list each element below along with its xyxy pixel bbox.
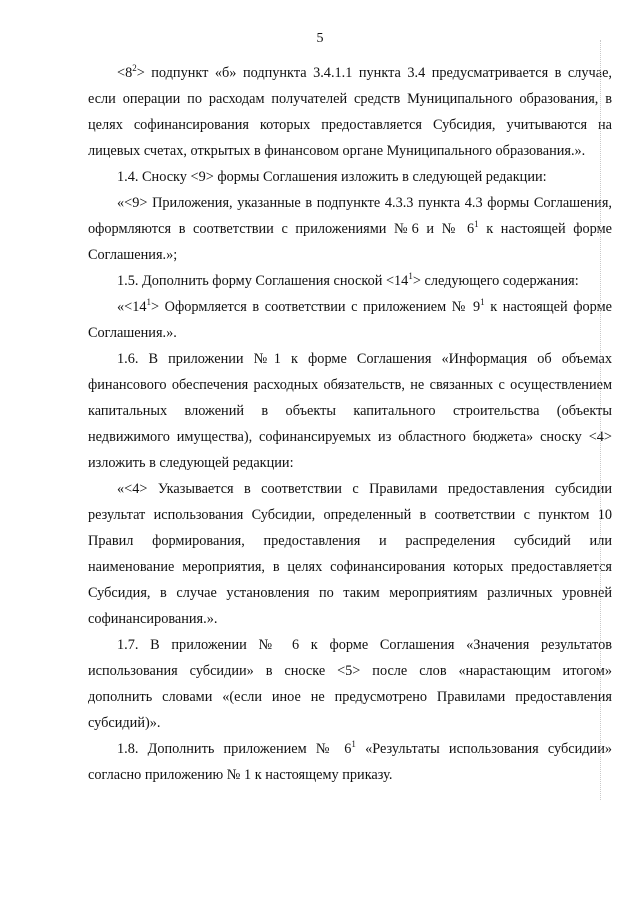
text-line: наименование мероприятия, в целях софинансирования которых предоставляется: [88, 559, 612, 575]
text-line: использования субсидии» в сноске <5> после слов «нарастающим итогом»: [88, 663, 612, 679]
text-line: 1.7. В приложении № 6 к форме Соглашения «Значения результатов: [117, 637, 612, 653]
text-line: $<8^2>$ подпункт «б» подпункта 3.4.1.1 пункта 3.4 предусматривается в случае,: [117, 63, 612, 81]
text-line: Правил формирования, предоставления и распределения субсидий или: [88, 533, 612, 549]
text-line: согласно приложению № 1 к настоящему приказу.: [88, 767, 393, 783]
text-line: софинансирования.».: [88, 611, 218, 627]
text-line: Субсидия, в случае установления по таким мероприятиям различных уровней: [88, 585, 612, 601]
text-line: недвижимого имущества), софинансируемых из областного бюджета» сноску <4>: [88, 429, 612, 445]
text-line: «$<14^1>$ Оформляется в соответствии с приложением № $9^1$ к настоящей форме: [117, 297, 613, 315]
text-line: оформляются в соответствии с приложениями №6 и № $6^1$ к настоящей форме: [88, 219, 613, 237]
text-line: если операции по расходам получателей средств Муниципального образования, в: [88, 91, 612, 107]
superscript: 1: [408, 271, 413, 281]
text-line: финансового обеспечения расходных обязательств, не связанных с осуществлением: [88, 377, 612, 393]
text-line: капитальных вложений в объекты капитального строительства (объекты: [88, 403, 612, 419]
scan-margin-line: [600, 40, 601, 800]
text-line: результат использования Субсидии, определенный в соответствии с пунктом 10: [88, 507, 612, 523]
superscript: 2: [132, 63, 137, 73]
superscript: 1: [351, 739, 356, 749]
text-line: Соглашения.».: [88, 325, 177, 341]
text-line: лицевых счетах, открытых в финансовом органе Муниципального образования.».: [88, 143, 586, 159]
superscript: 1: [146, 297, 152, 307]
text-line: 1.8. Дополнить приложением № $6^1$ «Результаты использования субсидии»: [117, 739, 612, 757]
text-line: целях софинансирования которых предоставляется Субсидия, учитываются на: [88, 117, 612, 133]
text-line: 1.5. Дополнить форму Соглашения сноской $<14^1>$ следующего содержания:: [117, 271, 579, 289]
text-line: дополнить словами «(если иное не предусмотрено Правилами предоставления: [88, 689, 612, 705]
superscript: 1: [480, 297, 485, 307]
text-line: «<9> Приложения, указанные в подпункте 4.3.3 пункта 4.3 формы Соглашения,: [117, 195, 612, 211]
text-line: субсидий)».: [88, 715, 161, 731]
page-number: 5: [316, 31, 324, 46]
superscript: 1: [474, 219, 479, 229]
text-line: 1.6. В приложении №1 к форме Соглашения «Информация об объемах: [117, 351, 612, 367]
text-line: Соглашения.»;: [88, 247, 178, 263]
text-line: «<4> Указывается в соответствии с Правилами предоставления субсидии: [117, 481, 612, 497]
text-line: изложить в следующей редакции:: [88, 455, 294, 471]
text-line: 1.4. Сноску <9> формы Соглашения изложить в следующей редакции:: [117, 169, 547, 185]
